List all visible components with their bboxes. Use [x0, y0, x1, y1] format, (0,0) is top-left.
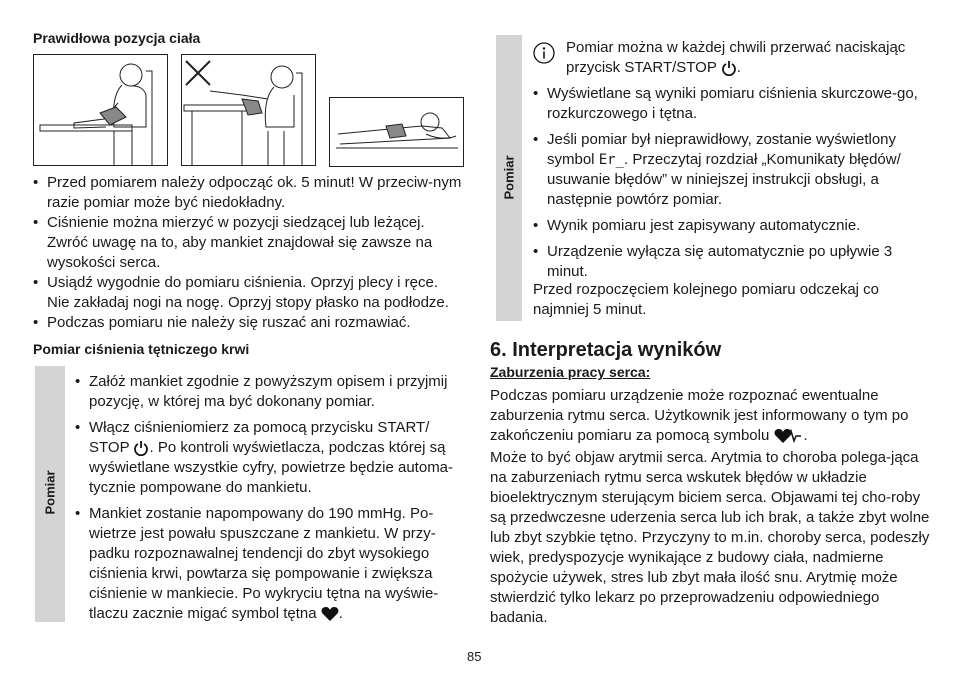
text: .: [736, 59, 741, 76]
arrhythmia-heart-icon: [773, 427, 803, 445]
sidebar-label-right: Pomiar: [501, 155, 517, 200]
arrhythmia-paragraph-1: [490, 386, 930, 446]
list-item: • Przed pomiarem należy odpocząć ok. 5 minut! W przeciw-nym razie pomiar może być niedokładny.: [33, 173, 463, 213]
info-note: [566, 38, 926, 78]
error-symbol: Er_: [598, 152, 624, 168]
list-item: • Wynik pomiaru jest zapisywany automatycznie.: [533, 216, 918, 236]
text: Pomiar można w każdej chwili przerwać naciskając przycisk START/STOP: [566, 39, 906, 76]
text: . Przeczytaj rozdział „Komunikaty błędów/ usuwanie błędów” w niniejszej instrukcji obsługi, a następnie powtórz pomiar.: [547, 151, 901, 208]
illustration-seated-wrong: [181, 54, 316, 166]
arrhythmia-paragraph-2: Może to być objaw arytmii serca. Arytmia to choroba polega-jąca na zaburzeniach rytmu serca wskutek błędów w układzie bioelektrycznym sterującym biciem serca. Objawami tej cho-roby są przedwczesne uderzenia serca lub ich brak, a także zbyt wolne lub zbyt szybkie tętno. Przyczyny to m.in. choroby serca, podeszły wiek, predyspozycje wynikające z budowy ciała, nadmierne spożycie używek, stres lub zbyt mała ilość snu. Arytmię może stwierdzić tylko lekarz po przeprowadzeniu odpowiedniego badania.: [490, 449, 930, 626]
list-item: • Załóż mankiet zgodnie z powyższym opisem i przyjmij pozycję, w której ma być dokonany pomiar.: [75, 372, 465, 412]
measurement-bullets: [75, 372, 465, 624]
list-item: [75, 504, 465, 624]
power-icon: [721, 60, 737, 76]
section-title: 6. Interpretacja wyników: [490, 339, 722, 361]
heart-icon: [321, 606, 339, 622]
text: Włącz ciśnieniomierz za pomocą przycisku START/ STOP: [89, 419, 430, 456]
power-icon: [133, 440, 149, 456]
subheading-arrhythmia: Zaburzenia pracy serca:: [490, 364, 651, 380]
text: Jeśli pomiar był nieprawidłowy, zostanie wyświetlony symbol: [547, 131, 897, 168]
text: Mankiet zostanie napompowany do 190 mmHg. Po-wietrze jest powału spuszczane z mankietu. W przy-padku rozpoznawalnej tendencji do zbyt wysokiego ciśnienia krwi, powtarza się pompowanie i zwiększa ciśnienie w mankiecie. Po wykryciu tętna na wyświe-tlaczu zacznie migać symbol tętna: [89, 505, 439, 622]
heading-measurement: Pomiar ciśnienia tętniczego krwi: [33, 341, 250, 357]
text: .: [803, 427, 808, 444]
info-icon: [533, 42, 555, 69]
illustration-seated-correct: [33, 54, 168, 166]
sidebar-label-left: Pomiar: [42, 470, 58, 515]
list-item: • Usiądź wygodnie do pomiaru ciśnienia. Oprzyj plecy i ręce. Nie zakładaj nogi na nogę. Oprzyj stopy płasko na podłodze.: [33, 273, 463, 313]
list-item: • Ciśnienie można mierzyć w pozycji siedzącej lub leżącej. Zwróć uwagę na to, aby mankiet znajdował się zawsze na wysokości serca.: [33, 213, 463, 273]
text: Podczas pomiaru urządzenie może rozpoznać ewentualne zaburzenia rytmu serca. Użytkownik jest informowany o tym po zakończeniu pomiaru za pomocą symbolu: [490, 387, 909, 444]
list-item: • Podczas pomiaru nie należy się ruszać ani rozmawiać.: [33, 313, 463, 333]
wait-note: Przed rozpoczęciem kolejnego pomiaru odczekaj co najmniej 5 minut.: [533, 281, 880, 318]
illustration-lying: [329, 97, 464, 167]
text: .: [338, 605, 343, 622]
list-item: • Urządzenie wyłącza się automatycznie po upływie 3 minut.: [533, 242, 918, 282]
page-number: 85: [467, 649, 482, 664]
position-bullets: [33, 173, 463, 333]
heading-correct-position: Prawidłowa pozycja ciała: [33, 30, 201, 46]
list-item: • Wyświetlane są wyniki pomiaru ciśnienia skurczowe-go, rozkurczowego i tętna.: [533, 84, 918, 124]
result-bullets: [533, 84, 918, 282]
list-item: [533, 130, 918, 210]
text: . Po kontroli wyświetlacza, podczas której są wyświetlane wszystkie cyfry, powietrze będzie automa-tycznie pompowane do mankietu.: [89, 439, 454, 496]
list-item: [75, 418, 465, 498]
